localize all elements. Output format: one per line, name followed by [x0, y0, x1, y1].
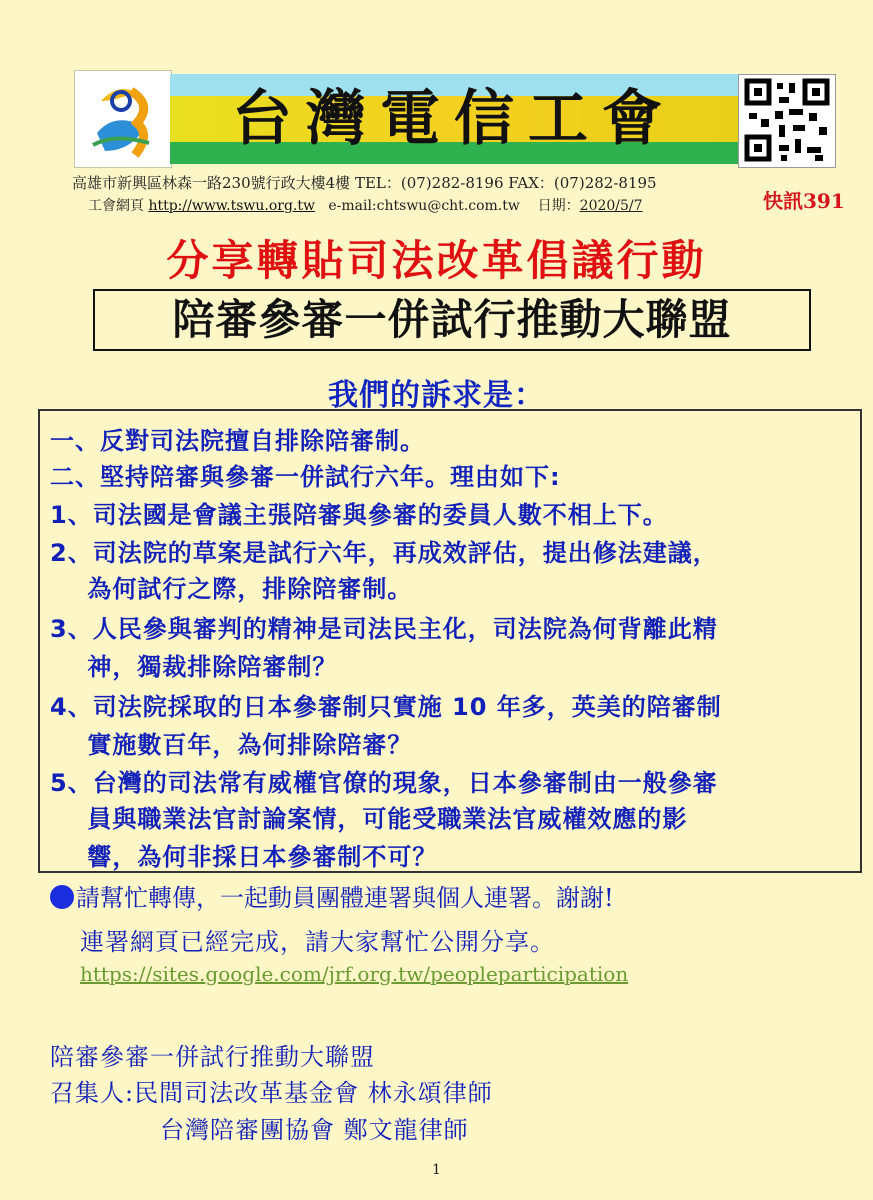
share-request [50, 878, 614, 913]
appeal-item: 響，為何非採日本參審制不可？ [50, 843, 438, 871]
share-text: 請幫忙轉傳，一起動員團體連署與個人連署。謝謝! [76, 884, 614, 912]
banner-title: 台灣電信工會 [232, 84, 676, 154]
website-link[interactable]: http://www.tswu.org.tw [148, 198, 315, 214]
contact-line [88, 195, 643, 215]
convener-line: 台灣陪審團協會 鄭文龍律師 [160, 1116, 469, 1144]
appeal-item: 為何試行之際，排除陪審制。 [50, 575, 413, 603]
date-label: 日期： [537, 198, 580, 214]
bullet-dot-icon [50, 885, 74, 909]
bulletin-number: 快訊391 [763, 189, 845, 213]
alliance-name: 陪審參審一併試行推動大聯盟 [50, 1043, 375, 1071]
appeal-item: 1、司法國是會議主張陪審與參審的委員人數不相上下。 [50, 501, 668, 529]
petition-done-text: 連署網頁已經完成，請大家幫忙公開分享。 [80, 928, 555, 956]
appeal-item: 一、反對司法院擅自排除陪審制。 [50, 427, 425, 455]
appeal-item: 二、堅持陪審與參審一併試行六年。理由如下: [50, 463, 561, 491]
main-title: 分享轉貼司法改革倡議行動 [166, 236, 707, 285]
appeal-item: 實施數百年，為何排除陪審？ [50, 731, 413, 759]
website-label: 工會網頁 [88, 198, 144, 214]
page-number: 1 [432, 1162, 441, 1178]
appeal-item: 5、台灣的司法常有威權官僚的現象，日本參審制由一般參審 [50, 769, 718, 797]
appeal-item: 3、人民參與審判的精神是司法民主化，司法院為何背離此精 [50, 615, 718, 643]
appeal-item: 2、司法院的草案是試行六年，再成效評估，提出修法建議， [50, 539, 718, 567]
qr-code-icon [738, 74, 836, 168]
appeal-item: 4、司法院採取的日本參審制只實施 10 年多，英美的陪審制 [50, 693, 722, 721]
sub-title: 陪審參審一併試行推動大聯盟 [93, 289, 811, 351]
appeal-item: 員與職業法官討論案情，可能受職業法官威權效應的影 [50, 805, 688, 833]
appeals-box [38, 409, 862, 873]
convener-line: 召集人:民間司法改革基金會 林永頌律師 [50, 1079, 493, 1107]
address-line: 高雄市新興區林森一路230號行政大樓4樓 TEL：(07)282-8196 FAX：(07)282-8195 [72, 174, 657, 192]
appeal-item: 神，獨裁排除陪審制？ [50, 653, 338, 681]
union-logo-icon [74, 70, 172, 168]
petition-link[interactable]: https://sites.google.com/jrf.org.tw/peopleparticipation [80, 962, 629, 986]
email-text: e-mail:chtswu@cht.com.tw [328, 198, 520, 214]
union-banner [170, 74, 738, 164]
appeal-heading: 我們的訴求是： [328, 378, 545, 413]
date-value: 2020/5/7 [579, 198, 643, 214]
